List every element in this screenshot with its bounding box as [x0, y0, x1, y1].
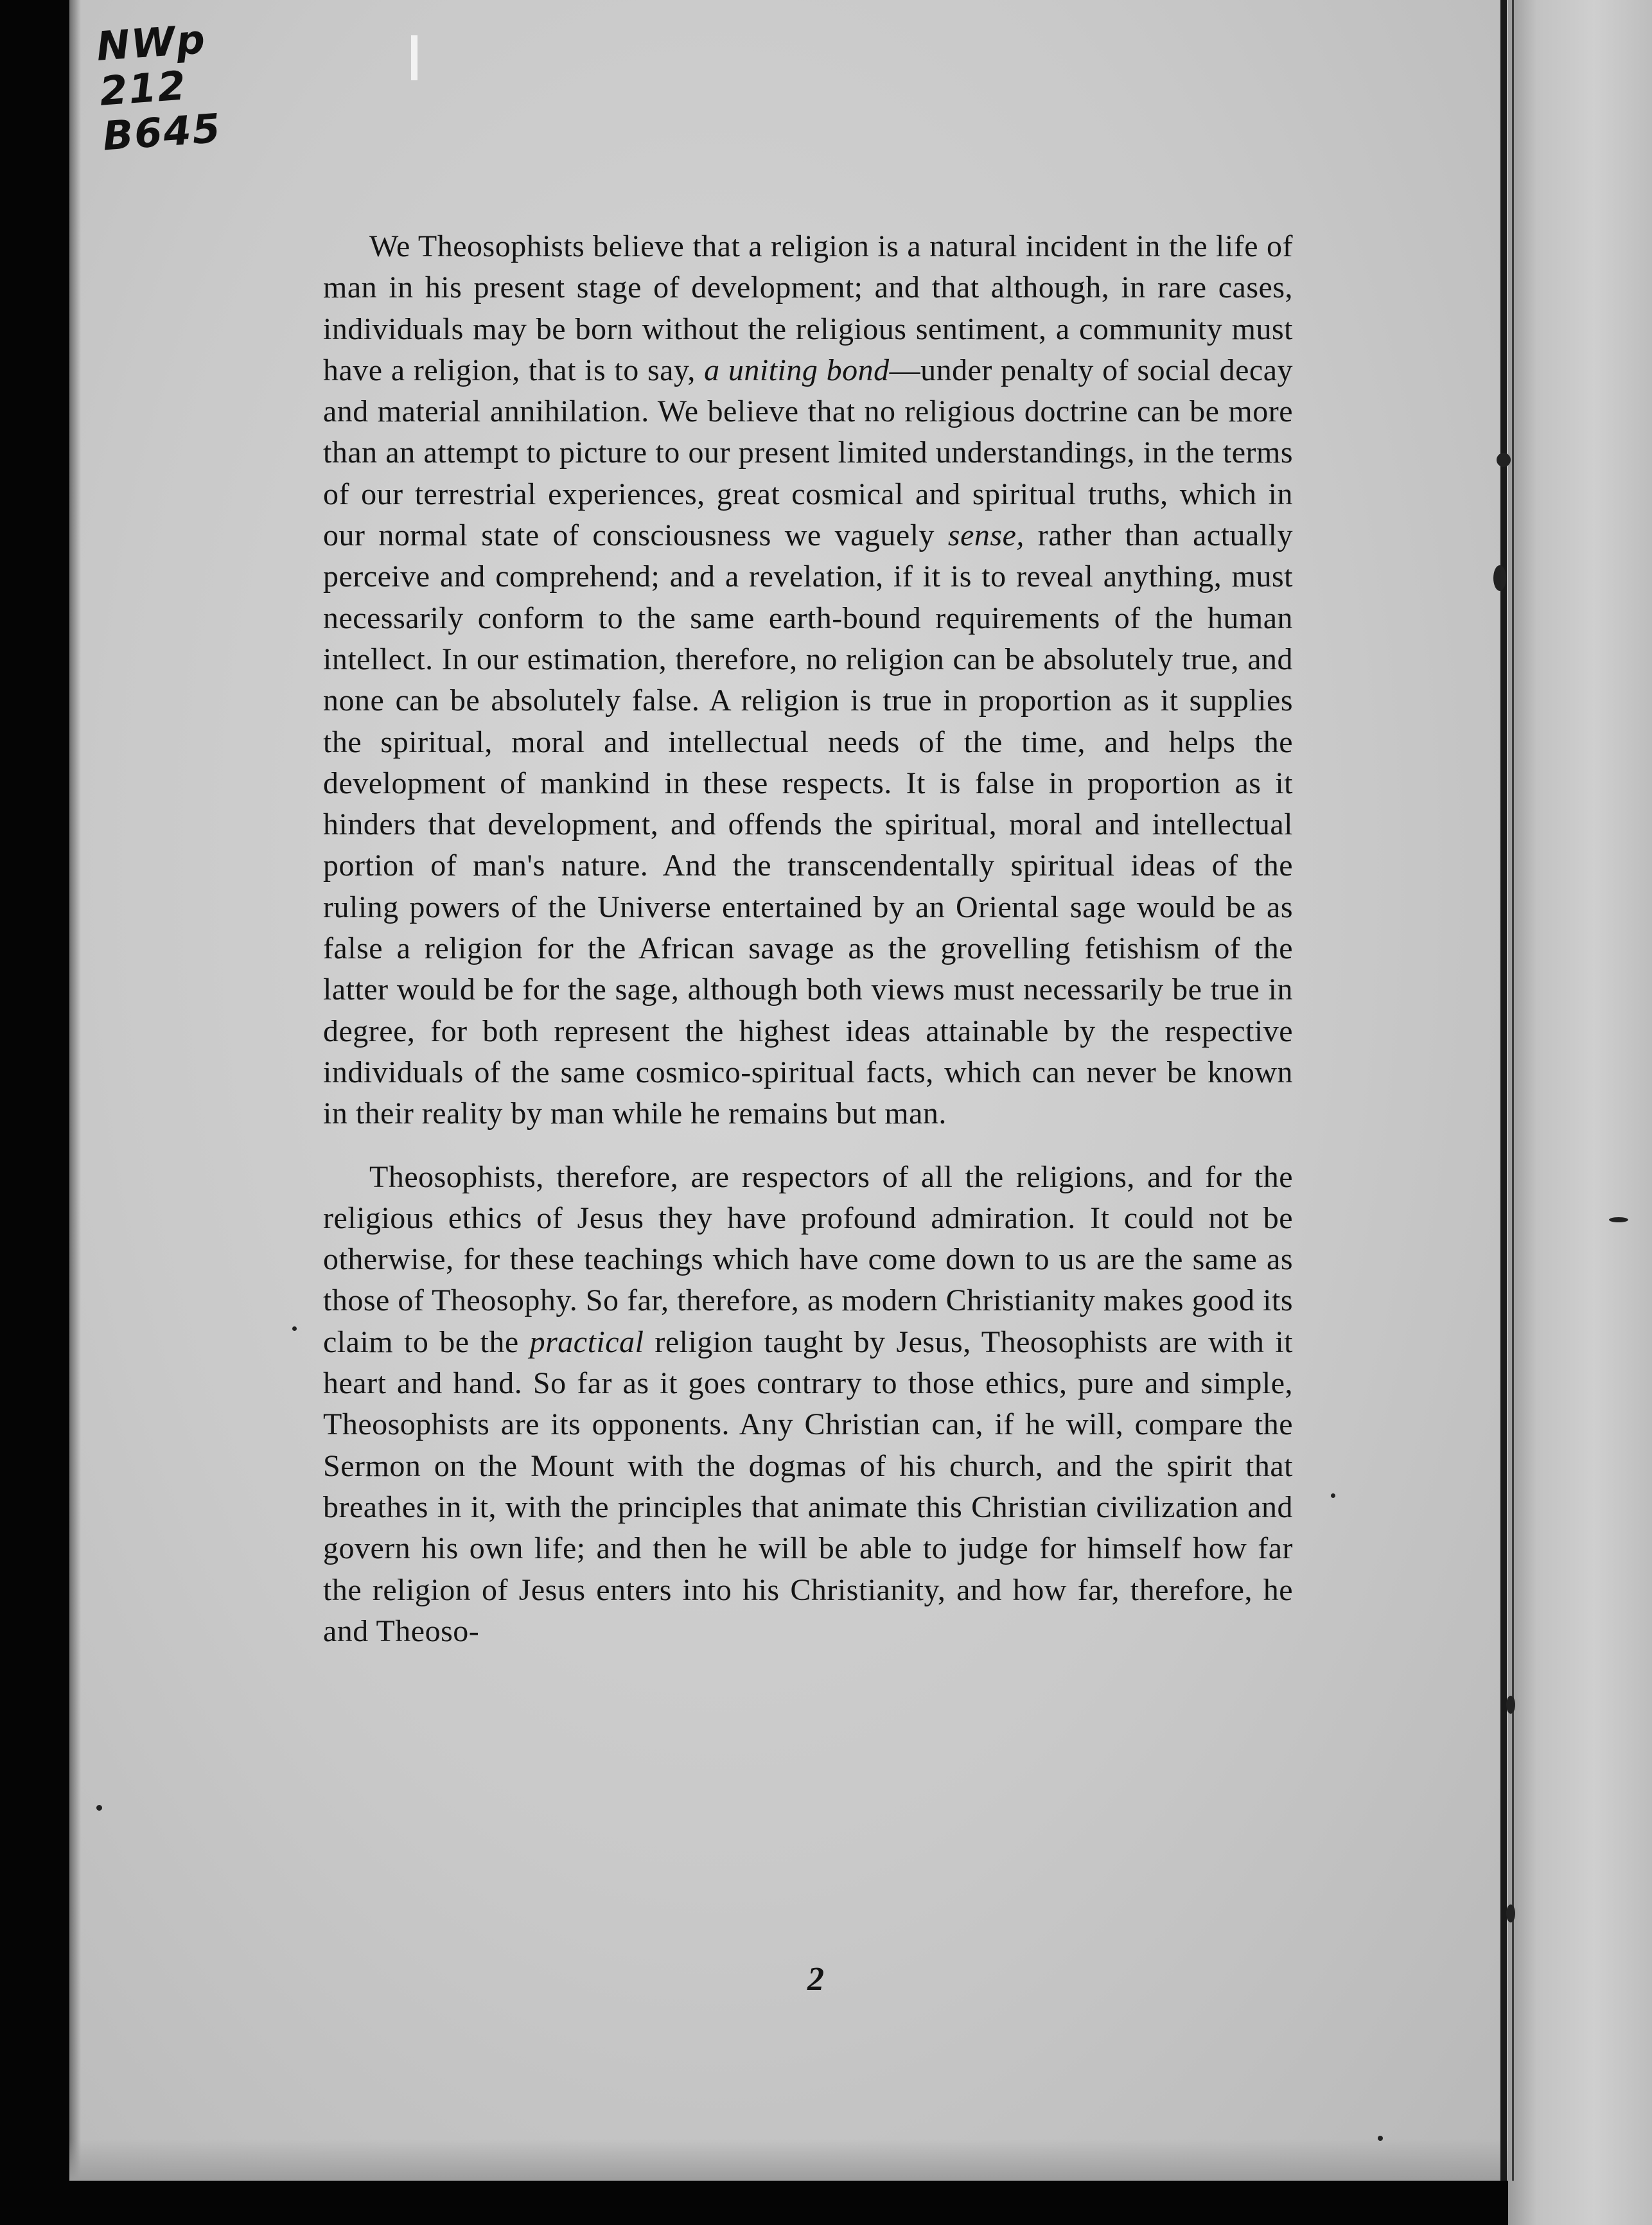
body-text: [323, 226, 1293, 1652]
paragraph-1: [323, 226, 1293, 1135]
italic-phrase: sense,: [947, 518, 1024, 553]
scan-speck: [292, 1326, 297, 1331]
scan-speck: [1378, 2136, 1383, 2141]
scan-speck: [1493, 565, 1506, 591]
handwritten-line: 212: [98, 62, 188, 115]
text-segment: We Theosophists believe that a religion is a natural incident in the life of man in his present stage of development; and that although, in rare cases, individuals may be born without the religious sentiment, a community must have a religion, that is to say,: [323, 229, 1293, 387]
scan-speck: [96, 1805, 102, 1811]
page-left-shadow: [69, 0, 81, 2181]
binding-fold-line: [1500, 0, 1507, 2181]
scan-speck: [1609, 1217, 1628, 1222]
text-segment: religion taught by Jesus, Theosophists are with it heart and hand. So far as it goes contrary to those ethics, pure and simple, Theosophists are its opponents. Any Christian can, if he will, compare the Sermon on the Mount with the dogmas of his church, and the spirit that breathes in it, with the principles that animate this Christian civilization and govern his own life; and then he will be able to judge for himself how far the religion of Jesus enters into his Christianity, and how far, therefore, he and Theoso-: [323, 1324, 1293, 1648]
binding-fold-line-secondary: [1512, 0, 1514, 2181]
scan-speck: [1506, 1696, 1515, 1714]
paragraph-2: [323, 1157, 1293, 1653]
page-bottom-edge: [69, 2139, 1508, 2181]
handwritten-catalog-note: [95, 16, 223, 159]
handwritten-line: NWp: [94, 15, 208, 70]
text-segment: —under penalty of social decay and material annihilation. We believe that no religious doctrine can be more than an attempt to picture to our present limited understandings, in the terms of our terrestrial experiences, great cosmical and spiritual truths, which in our normal state of consciousness we vaguely: [323, 353, 1294, 553]
handwritten-line: B645: [101, 104, 223, 160]
text-segment: rather than actually perceive and comprehend; and a revelation, if it is to reveal anything, must necessarily conform to the same earth-bound requirements of the human intellect. In our estimation, therefore, no religion can be absolutely true, and none can be absolutely false. A religion is true in proportion as it supplies the spiritual, moral and intellectual needs of the time, and helps the development of mankind in these respects. It is false in proportion as it hinders that development, and offends the spiritual, moral and intellectual portion of man's nature. And the transcendentally spiritual ideas of the ruling powers of the Universe entertained by an Oriental sage would be as false a religion for the African savage as the grovelling fetishism of the latter would be for the sage, although both views must necessarily be true in degree, for both represent the highest ideas attainable by the respective individuals of the same cosmico-spiritual facts, which can never be known in their reality by man while he remains but man.: [323, 518, 1293, 1131]
italic-phrase: practical: [529, 1324, 644, 1359]
scan-speck: [1331, 1493, 1335, 1498]
scan-mark: [411, 35, 417, 80]
facing-page-strip: [1508, 0, 1652, 2225]
scan-speck: [1506, 1904, 1515, 1922]
italic-phrase: a uniting bond: [704, 353, 890, 387]
scan-speck: [1497, 453, 1511, 467]
text-segment: Theosophists, therefore, are respectors of all the religions, and for the religious ethics of Jesus they have profound admiration. It could not be otherwise, for these teachings which have come down to us are the same as those of Theosophy. So far, therefore, as modern Christianity makes good its claim to be the: [323, 1159, 1293, 1359]
page-number: 2: [807, 1961, 824, 1998]
